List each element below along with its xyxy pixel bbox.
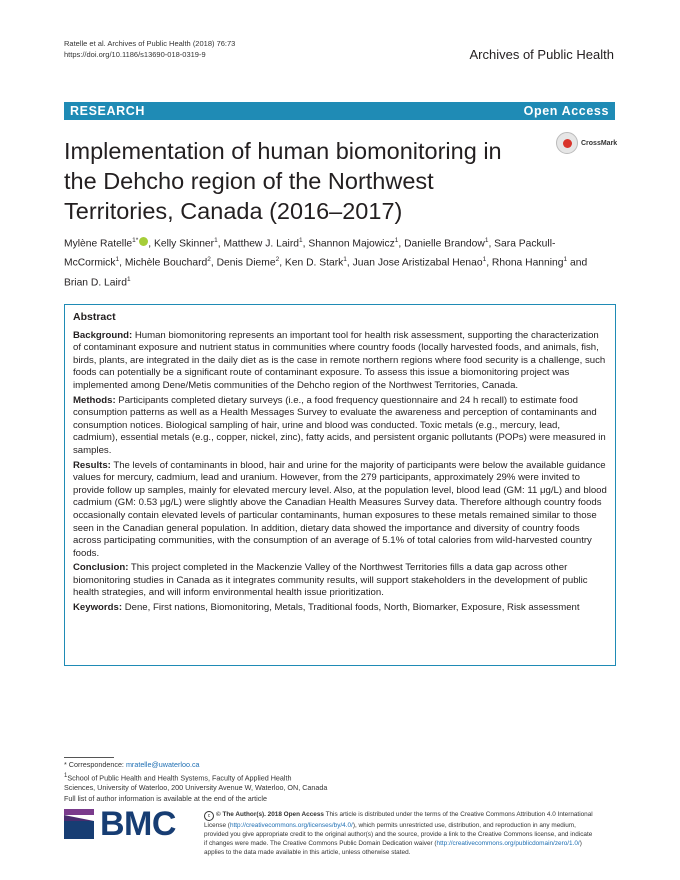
affiliation-mark: 1 xyxy=(115,256,120,264)
copyright-icon: c xyxy=(204,811,214,821)
abstract-keywords xyxy=(73,602,607,615)
affiliation-mark: 2 xyxy=(275,256,280,264)
background-text: Human biomonitoring represents an important tool for health risk assessment, supporting the characterization of contaminant exposure and nutrient status in communities where country foods (locally harvested foods, and animals, fish, birds, plants, are integrated in the daily diet as is the case in remote northern regions where food security is a challenge, such foods can potentially be a significant route of contaminant exposure. To assess this issue a biomonitoring project was implemented among Dene/Metis communities of the Dehcho region of the Northwest Territories, Canada. xyxy=(73,329,606,391)
author-name[interactable]: , Denis Dieme xyxy=(210,257,276,269)
license-text xyxy=(204,810,596,857)
article-title: Implementation of human biomonitoring in the Dehcho region of the Northwest Territories, Canada (2016–2017) xyxy=(64,138,502,224)
affiliation-mark: 1 xyxy=(64,772,68,779)
article-type-banner xyxy=(64,102,615,120)
affiliation-mark: 1 xyxy=(394,237,399,244)
cc-by-link[interactable]: http://creativecommons.org/licenses/by/4.0/ xyxy=(229,822,353,829)
author-name[interactable]: Mylène Ratelle xyxy=(64,238,133,250)
abstract-results xyxy=(73,460,607,561)
methods-text: Participants completed dietary surveys (i.e., a food frequency questionnaire and 24 h recall) to estimate food consumption patterns as well as a Health Messages Survey to evaluate the awareness and perception of contaminants and consumption notices. Biological sampling of hair, urine and blood was conducted. Toxic metals (e.g., mercury, lead, cadmium), essential metals (e.g., copper, nickel, zinc), fatty acids, and persistent organic pollutants (POPs) were measured in samples. xyxy=(73,394,606,456)
author-name[interactable]: , Juan Jose Aristizabal Henao xyxy=(346,257,483,269)
bmc-logo-mark-icon xyxy=(64,809,94,839)
affiliation-mark: 1 xyxy=(214,237,218,244)
conclusion-text: This project completed in the Mackenzie Valley of the Northwest Territories fills a data gap across other biomonitoring studies in Canada as it integrates community results, will support stakeholders in the development of public health strategies, and will inform environmental health issue prioritization. xyxy=(73,562,588,599)
section-label: RESEARCH xyxy=(70,104,145,118)
author-info-note: Full list of author information is available at the end of the article xyxy=(64,793,267,803)
citation xyxy=(64,38,235,60)
author-name[interactable]: and Brian D. Laird xyxy=(64,257,588,289)
abstract-background xyxy=(73,330,607,393)
bmc-logo xyxy=(64,804,176,843)
affiliation-mark: 2 xyxy=(207,256,211,264)
keywords-text: Dene, First nations, Biomonitoring, Metals, Traditional foods, North, Biomarker, Exposure, Risk assessment xyxy=(122,602,580,614)
author-name[interactable]: , Danielle Brandow xyxy=(398,238,485,250)
methods-label: Methods: xyxy=(73,394,116,406)
abstract-box xyxy=(64,304,616,666)
affiliation-line xyxy=(64,771,344,784)
author-name[interactable]: , Sara Packull-McCormick xyxy=(64,238,556,269)
crossmark-label: CrossMark xyxy=(581,139,618,147)
abstract-heading: Abstract xyxy=(73,311,116,323)
abstract-methods xyxy=(73,395,607,458)
license-text-2: ), which permits unrestricted use, distribution, and reproduction in any medium, provided you give appropriate credit to the original author(s) and the source, provide a link to the Creative Commons license, and indicate if changes were made. The Creative Commons Public Domain Dedication waiver ( xyxy=(204,822,593,847)
author-name[interactable]: , Matthew J. Laird xyxy=(217,238,299,250)
affiliation-text: School of Public Health and Health Systems, Faculty of Applied Health xyxy=(67,772,292,782)
results-text: The levels of contaminants in blood, hair and urine for the majority of participants were below the available guidance values for mercury, cadmium, lead and uranium. However, from the 279 participants, approximately 29% were invited to provide follow up samples, mainly for elevated mercury level. Also, at the population level, blood lead (GM: 11 μg/L) and blood cadmium (GM: 0.53 μg/L) were slightly above the Canadian Health Measures Survey data. Therefore although country foods occasionally contain elevated levels of particular contaminants, human exposures to these metals remained similar to those seen in the Canadian general population. In addition, dietary data showed the importance and diversity of country foods across participating communities, with the consumption of an average of 5.1% of total calories from wild-harvested country foods. xyxy=(73,459,607,559)
orcid-icon[interactable] xyxy=(139,237,148,246)
correspondence-block xyxy=(64,760,344,804)
results-label: Results: xyxy=(73,459,111,471)
author-name[interactable]: , Kelly Skinner xyxy=(148,238,215,250)
background-label: Background: xyxy=(73,329,133,341)
correspondence-prefix: * Correspondence: xyxy=(64,760,126,769)
affiliation-mark: 1 xyxy=(126,275,131,283)
journal-name: Archives of Public Health xyxy=(469,47,614,62)
affiliation-mark: 1 xyxy=(484,237,489,244)
license-text-3: ) applies to the data made available in this article, unless otherwise stated. xyxy=(204,840,582,856)
author-name[interactable]: , Ken D. Stark xyxy=(279,257,344,269)
open-access-label: Open Access xyxy=(523,104,609,118)
affiliation-line-2: Sciences, University of Waterloo, 200 University Avenue W, Waterloo, ON, Canada xyxy=(64,783,328,793)
affiliation-mark: 1* xyxy=(132,237,139,244)
conclusion-label: Conclusion: xyxy=(73,562,129,574)
affiliation-mark: 1 xyxy=(298,237,303,244)
correspondence-email[interactable]: mratelle@uwaterloo.ca xyxy=(125,760,200,769)
affiliation-mark: 1 xyxy=(482,256,487,264)
doi-link[interactable]: https://doi.org/10.1186/s13690-018-0319-9 xyxy=(64,50,206,59)
affiliation-mark: 1 xyxy=(343,256,347,264)
author-name[interactable]: , Shannon Majowicz xyxy=(302,238,395,250)
abstract-conclusion xyxy=(73,562,607,600)
license-text-1: This article is distributed under the terms of the Creative Commons Attribution 4.0 International License ( xyxy=(204,811,593,829)
author-name[interactable]: , Michèle Bouchard xyxy=(119,257,208,269)
crossmark-icon xyxy=(556,132,578,154)
affiliation-mark: 1 xyxy=(563,256,568,264)
author-list xyxy=(64,233,594,291)
keywords-label: Keywords: xyxy=(73,602,123,614)
footnote-divider xyxy=(64,757,114,758)
license-lead: © The Author(s). 2018 Open Access xyxy=(216,811,324,818)
cc0-link[interactable]: http://creativecommons.org/publicdomain/zero/1.0/ xyxy=(436,840,580,847)
citation-line-1: Ratelle et al. Archives of Public Health (2018) 76:73 xyxy=(64,39,236,48)
correspondence-line xyxy=(64,760,344,771)
crossmark-button[interactable] xyxy=(556,130,620,156)
author-name[interactable]: , Rhona Hanning xyxy=(486,257,564,269)
bmc-logo-text: BMC xyxy=(100,804,176,843)
